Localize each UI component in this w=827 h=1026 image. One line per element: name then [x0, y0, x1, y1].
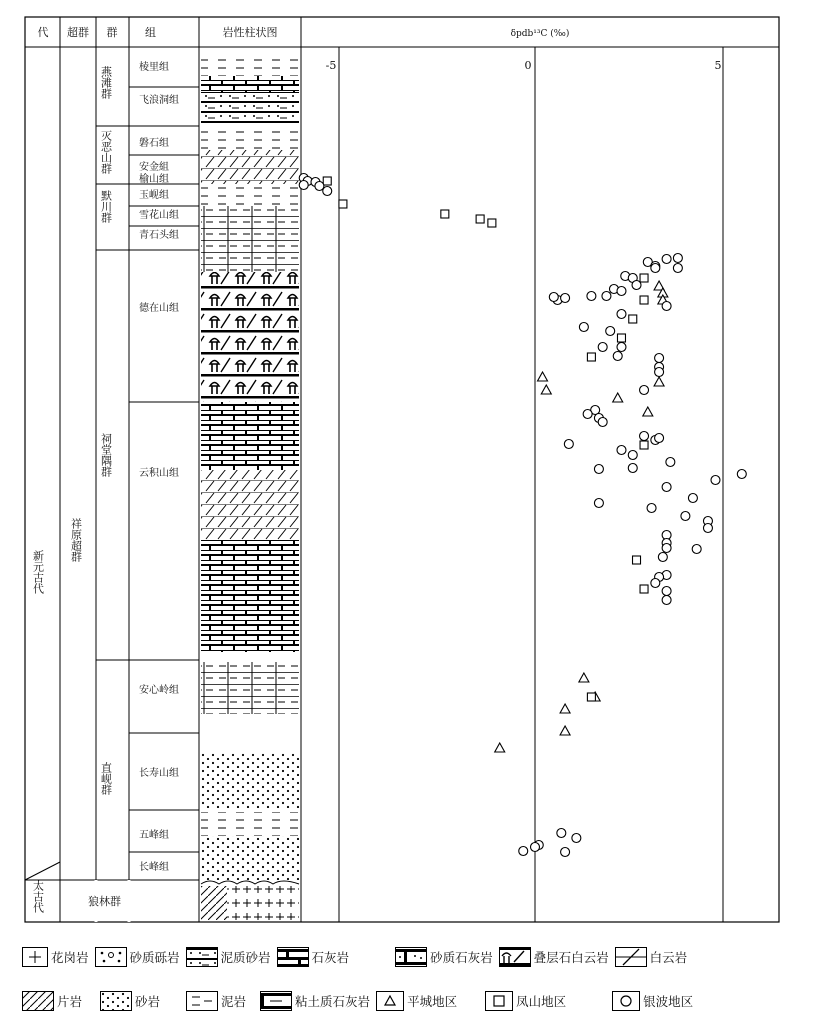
circle-data-point — [583, 410, 592, 419]
legend-label: 银波地区 — [643, 994, 694, 1009]
circle-data-point — [662, 544, 671, 553]
legend-label: 砂质砾岩 — [129, 950, 180, 965]
square-data-point — [587, 693, 595, 701]
legend-label: 花岗岩 — [51, 950, 89, 965]
legend-item — [376, 991, 457, 1011]
circle-data-point — [557, 829, 566, 838]
circle-data-point — [692, 545, 701, 554]
circle-data-point — [579, 323, 588, 332]
square-data-point — [323, 177, 331, 185]
supergroup-label: 祥原超群 — [69, 518, 83, 562]
circle-data-point — [655, 354, 664, 363]
circle-data-point — [640, 432, 649, 441]
formation-label: 玉岘组 — [139, 190, 169, 201]
muddy-sandstone-swatch — [186, 947, 218, 967]
axis-tick-label: 5 — [714, 59, 722, 72]
circle-data-point — [666, 458, 675, 467]
square-data-point — [640, 585, 648, 593]
legend-item — [95, 947, 180, 967]
legend-item — [277, 947, 350, 967]
sandstone-swatch — [100, 991, 132, 1011]
group-label: 燕滩群 — [99, 66, 113, 99]
circle-data-point — [662, 596, 671, 605]
circle-data-point — [658, 553, 667, 562]
circle-data-point — [673, 254, 682, 263]
formation-label: 长峰组 — [139, 862, 169, 873]
triangle-marker-swatch — [376, 991, 404, 1011]
axis-tick-label: 0 — [524, 59, 532, 72]
circle-data-point — [703, 524, 712, 533]
formation-label: 安金組榆山组 — [139, 162, 169, 185]
limestone-swatch — [277, 947, 309, 967]
circle-data-point — [519, 847, 528, 856]
square-marker-swatch — [485, 991, 513, 1011]
formation-label: 长寿山组 — [139, 768, 179, 779]
circle-data-point — [606, 327, 615, 336]
square-data-point — [441, 210, 449, 218]
triangle-data-point — [613, 393, 623, 402]
circle-data-point — [662, 302, 671, 311]
legend-item — [395, 947, 493, 967]
header-lithology: 岩性柱状图 — [222, 26, 278, 39]
clayey-limestone-swatch — [260, 991, 292, 1011]
circle-data-point — [651, 264, 660, 273]
group-label: 默川群 — [99, 190, 113, 223]
circle-data-point — [531, 843, 540, 852]
square-data-point — [587, 353, 595, 361]
circle-marker-swatch — [612, 991, 640, 1011]
circle-data-point — [594, 465, 603, 474]
circle-data-point — [711, 476, 720, 485]
legend-label: 泥质砂岩 — [220, 950, 271, 965]
square-data-point — [339, 200, 347, 208]
circle-data-point — [662, 483, 671, 492]
circle-data-point — [594, 499, 603, 508]
schist-swatch — [22, 991, 54, 1011]
sandy-conglomerate-swatch — [95, 947, 127, 967]
triangle-data-point — [654, 377, 664, 386]
square-data-point — [476, 215, 484, 223]
legend-item — [260, 991, 370, 1011]
circle-data-point — [602, 292, 611, 301]
triangle-data-point — [541, 385, 551, 394]
square-data-point — [629, 315, 637, 323]
legend-label: 白云岩 — [649, 950, 688, 965]
circle-data-point — [613, 352, 622, 361]
circle-data-point — [323, 187, 332, 196]
legend-item — [186, 991, 246, 1011]
mudstone-swatch — [186, 991, 218, 1011]
formation-label: 雪花山组 — [139, 210, 179, 221]
group-label: 直岘群 — [99, 762, 113, 795]
square-data-point — [640, 274, 648, 282]
group-label: 狼林群 — [88, 895, 121, 908]
circle-data-point — [598, 343, 607, 352]
square-data-point — [640, 296, 648, 304]
formation-label: 安心岭组 — [139, 685, 179, 696]
legend-label: 叠层石白云岩 — [533, 950, 609, 965]
legend-label: 石灰岩 — [311, 950, 350, 965]
circle-data-point — [572, 834, 581, 843]
square-data-point — [640, 441, 648, 449]
legend-item — [612, 991, 693, 1011]
circle-data-point — [628, 464, 637, 473]
legend-item — [499, 947, 609, 967]
triangle-data-point — [538, 372, 548, 381]
header-supergroup: 超群 — [67, 26, 89, 39]
square-data-point — [488, 219, 496, 227]
circle-data-point — [688, 494, 697, 503]
circle-data-point — [628, 451, 637, 460]
square-data-point — [633, 556, 641, 564]
header-group: 群 — [106, 26, 118, 39]
legend-item — [100, 991, 160, 1011]
legend-item — [615, 947, 688, 967]
circle-data-point — [617, 343, 626, 352]
legend-item — [22, 991, 82, 1011]
legend-row-2 — [22, 991, 699, 1011]
triangle-data-point — [560, 704, 570, 713]
circle-data-point — [598, 418, 607, 427]
group-label: 灭恶山群 — [99, 130, 113, 174]
triangle-data-point — [560, 726, 570, 735]
header-delta-label: δpdb¹³C (‰) — [510, 29, 570, 39]
formation-label: 云积山组 — [139, 468, 179, 479]
circle-data-point — [737, 470, 746, 479]
square-data-point — [617, 334, 625, 342]
circle-data-point — [617, 310, 626, 319]
legend-label: 片岩 — [57, 994, 83, 1009]
group-label: 祠堂隅群 — [99, 433, 113, 477]
formation-label: 德在山组 — [139, 303, 179, 314]
circle-data-point — [299, 181, 308, 190]
triangle-data-point — [495, 743, 505, 752]
sandy-limestone-swatch — [395, 947, 427, 967]
circle-data-point — [632, 281, 641, 290]
formation-label: 飞浪洞组 — [139, 95, 179, 106]
circle-data-point — [564, 440, 573, 449]
circle-data-point — [561, 294, 570, 303]
circle-data-point — [662, 587, 671, 596]
formation-label: 青石头组 — [139, 230, 179, 241]
circle-data-point — [673, 264, 682, 273]
axis-tick-label: -5 — [325, 59, 337, 72]
formation-label: 棱里组 — [139, 62, 169, 73]
legend-label: 砂质石灰岩 — [430, 950, 493, 965]
formation-label: 磐石组 — [139, 138, 169, 149]
circle-data-point — [617, 287, 626, 296]
circle-data-point — [651, 579, 660, 588]
dolomite-swatch — [615, 947, 647, 967]
legend-label: 粘土质石灰岩 — [295, 994, 371, 1009]
circle-data-point — [587, 292, 596, 301]
legend-label: 平城地区 — [407, 994, 458, 1009]
scatter-points — [299, 174, 746, 857]
legend-label: 砂岩 — [135, 994, 161, 1009]
era-label: 太古代 — [31, 880, 45, 913]
legend-item — [22, 947, 89, 967]
triangle-data-point — [643, 407, 653, 416]
formation-label: 五峰组 — [139, 830, 169, 841]
header-formation: 组 — [145, 26, 156, 39]
header-era: 代 — [37, 26, 49, 39]
legend-row-1 — [22, 947, 693, 967]
circle-data-point — [549, 293, 558, 302]
stromatolite-dolomite-swatch — [499, 947, 531, 967]
circle-data-point — [647, 504, 656, 513]
legend-label: 凤山地区 — [516, 994, 567, 1009]
circle-data-point — [655, 368, 664, 377]
legend-label: 泥岩 — [221, 994, 247, 1009]
legend-item — [186, 947, 271, 967]
circle-data-point — [681, 512, 690, 521]
circle-data-point — [561, 848, 570, 857]
era-label: 新元古代 — [31, 550, 45, 594]
legend-item — [485, 991, 566, 1011]
granite-swatch — [22, 947, 48, 967]
circle-data-point — [640, 386, 649, 395]
triangle-data-point — [579, 673, 589, 682]
circle-data-point — [655, 434, 664, 443]
circle-data-point — [617, 446, 626, 455]
circle-data-point — [662, 255, 671, 264]
